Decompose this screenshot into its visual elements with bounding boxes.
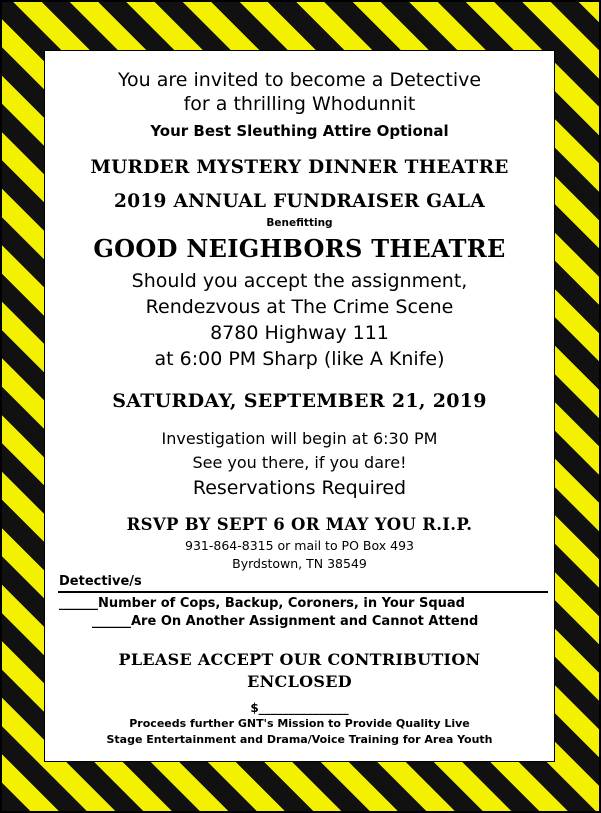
contribution-line-1: PLEASE ACCEPT OUR CONTRIBUTION bbox=[118, 650, 481, 669]
organization-name: GOOD NEIGHBORS THEATRE bbox=[93, 234, 506, 263]
location-line-2: Rendezvous at The Crime Scene bbox=[145, 296, 454, 318]
details-line-2: See you there, if you dare! bbox=[192, 453, 407, 472]
gala-title: 2019 ANNUAL FUNDRAISER GALA bbox=[114, 191, 485, 212]
rsvp-contact: 931-864-8315 or mail to PO Box 493 bbox=[185, 538, 414, 553]
intro-line-1: You are invited to become a Detective bbox=[117, 69, 482, 91]
detectives-label: Detective/s bbox=[59, 574, 142, 589]
event-date: SATURDAY, SEPTEMBER 21, 2019 bbox=[112, 390, 487, 412]
intro-line-3: Your Best Sleuthing Attire Optional bbox=[150, 122, 449, 140]
address: 8780 Highway 111 bbox=[210, 322, 389, 344]
reservations-required: Reservations Required bbox=[192, 477, 407, 499]
footer-line-2: Stage Entertainment and Drama/Voice Training for Area Youth bbox=[106, 733, 493, 746]
detectives-rule bbox=[58, 591, 548, 593]
squad-count-line: ______Number of Cops, Backup, Coroners, in Your Squad bbox=[59, 596, 465, 611]
invitation-card bbox=[44, 50, 555, 762]
intro-line-2: for a thrilling Whodunnit bbox=[183, 93, 416, 115]
footer-line-1: Proceeds further GNT's Mission to Provide Quality Live bbox=[129, 717, 470, 730]
benefitting-label: Benefitting bbox=[266, 217, 333, 229]
event-title: MURDER MYSTERY DINNER THEATRE bbox=[90, 157, 509, 178]
contribution-amount-line: $_______________ bbox=[250, 701, 349, 715]
details-line-1: Investigation will begin at 6:30 PM bbox=[161, 429, 438, 448]
location-line-1: Should you accept the assignment, bbox=[131, 270, 468, 292]
arrival-time: at 6:00 PM Sharp (like A Knife) bbox=[154, 348, 445, 370]
rsvp-heading: RSVP BY SEPT 6 OR MAY YOU R.I.P. bbox=[126, 515, 473, 534]
contribution-line-2: ENCLOSED bbox=[247, 672, 352, 691]
absent-count-line: ______Are On Another Assignment and Cannot Attend bbox=[92, 614, 479, 629]
rsvp-city: Byrdstown, TN 38549 bbox=[232, 556, 367, 571]
